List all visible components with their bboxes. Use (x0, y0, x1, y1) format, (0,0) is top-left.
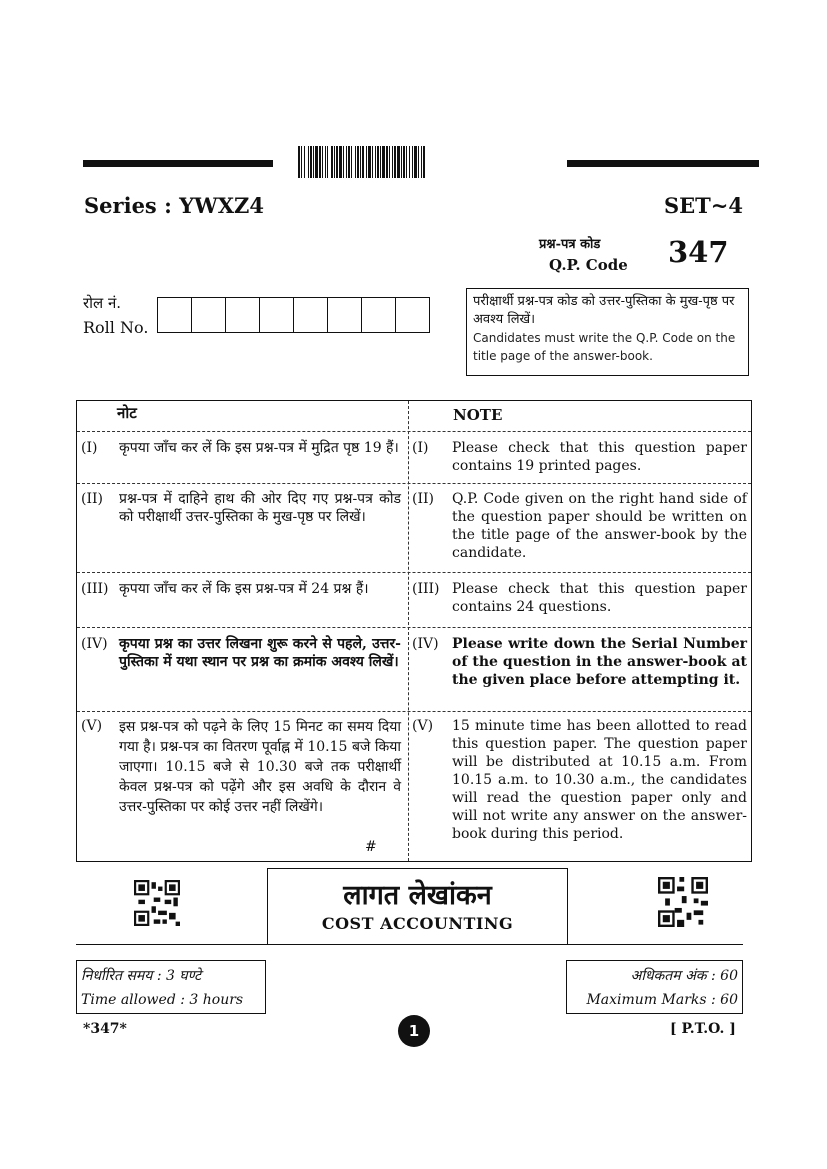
roll-box[interactable] (226, 298, 260, 332)
maximum-marks-hindi: अधिकतम अंक : 60 (630, 968, 738, 984)
time-allowed-hindi: निर्धारित समय : 3 घण्टे (81, 968, 202, 984)
roll-box[interactable] (192, 298, 226, 332)
divider-line (76, 944, 743, 945)
roll-box[interactable] (260, 298, 294, 332)
paper-code-footer: *347* (83, 1021, 127, 1037)
notes-heading: NOTE (453, 406, 503, 424)
notes-divider (408, 401, 409, 861)
roll-box[interactable] (294, 298, 328, 332)
notes-table: नोट NOTE (I) कृपया जाँच कर लें कि इस प्रश्न-पत्र में मुद्रित पृष्ठ 19 हैं। (I) Please check that this question paper contains 19 printed pages. (II) प्रश्न-पत्र में दाहिने हाथ की ओर दिए गए प्रश्न-पत्र कोड को परीक्षार्थी उत्तर-पुस्तिका के मुख-पृष्ठ पर लिखें। (II) Q.P. Code given on the right hand side of the question paper should be written on the title page of the answer-book by the candidate. (III) कृपया जाँच कर लें कि इस प्रश्न-पत्र में 24 प्रश्न हैं। (III) Please check that this question paper contains 24 questions. (IV) कृपया प्रश्न का उत्तर लिखना शुरू करने से पहले, उत्तर-पुस्तिका में यथा स्थान पर प्रश्न का क्रमांक अवश्य लिखें। (IV) Please write down the Serial Number of the question in the answer-book at the given place before attempting it. (V) इस प्रश्न-पत्र को पढ़ने के लिए 15 मिनट का समय दिया गया है। प्रश्न-पत्र का वितरण पूर्वाह्न में 10.15 बजे किया जाएगा। 10.15 बजे से 10.30 बजे तक परीक्षार्थी केवल प्रश्न-पत्र को पढ़ेंगे और इस अवधि के दौरान वे उत्तर-पुस्तिका पर कोई उत्तर नहीं लिखेंगे। (V) 15 minute time has been allotted to read this question paper. The question paper will be distributed at 10.15 a.m. From 10.15 a.m. to 10.30 a.m., the candidates will read the question paper only and will not write any answer on the answer-book during this period. # (76, 400, 752, 862)
notes-row-line (77, 627, 751, 628)
roll-box[interactable] (328, 298, 362, 332)
top-rule-left (83, 160, 273, 167)
maximum-marks: Maximum Marks : 60 (586, 992, 738, 1008)
roll-label-hindi: रोल नं. (83, 294, 122, 312)
subject-title-hindi: लागत लेखांकन (343, 880, 492, 911)
roll-number-boxes[interactable] (157, 297, 430, 333)
subject-title: COST ACCOUNTING (321, 914, 514, 933)
roll-box[interactable] (396, 298, 429, 332)
pto-label: [ P.T.O. ] (670, 1021, 736, 1037)
qp-code-value: 347 (668, 235, 729, 269)
roll-box[interactable] (362, 298, 396, 332)
time-allowed-box (76, 960, 266, 1014)
top-rule-right (567, 160, 759, 167)
barcode (298, 146, 554, 178)
maximum-marks-box (566, 960, 743, 1014)
notes-row-line (77, 431, 751, 432)
notes-heading-hindi: नोट (117, 404, 137, 422)
notes-row-line (77, 483, 751, 484)
notes-row-line (77, 572, 751, 573)
subject-title-box (267, 868, 568, 945)
time-allowed: Time allowed : 3 hours (81, 992, 244, 1008)
hash-mark: # (365, 839, 377, 855)
candidate-instruction-hindi: परीक्षार्थी प्रश्न-पत्र कोड को उत्तर-पुस्तिका के मुख-पृष्ठ पर अवश्य लिखें। (473, 294, 735, 327)
page-number: 1 (398, 1015, 430, 1047)
qp-code-label: Q.P. Code (549, 256, 628, 274)
roll-box[interactable] (158, 298, 192, 332)
series-label: Series : YWXZ4 (84, 193, 264, 218)
candidate-instruction-english: Candidates must write the Q.P. Code on the title page of the answer-book. (473, 331, 736, 363)
candidate-instruction-box (466, 288, 749, 376)
qr-code-left-icon (134, 880, 180, 926)
set-label: SET~4 (664, 193, 744, 218)
qr-code-right-icon (658, 877, 708, 927)
notes-row-line (77, 711, 751, 712)
qp-code-label-hindi: प्रश्न-पत्र कोड (539, 237, 601, 252)
roll-label: Roll No. (83, 318, 149, 337)
